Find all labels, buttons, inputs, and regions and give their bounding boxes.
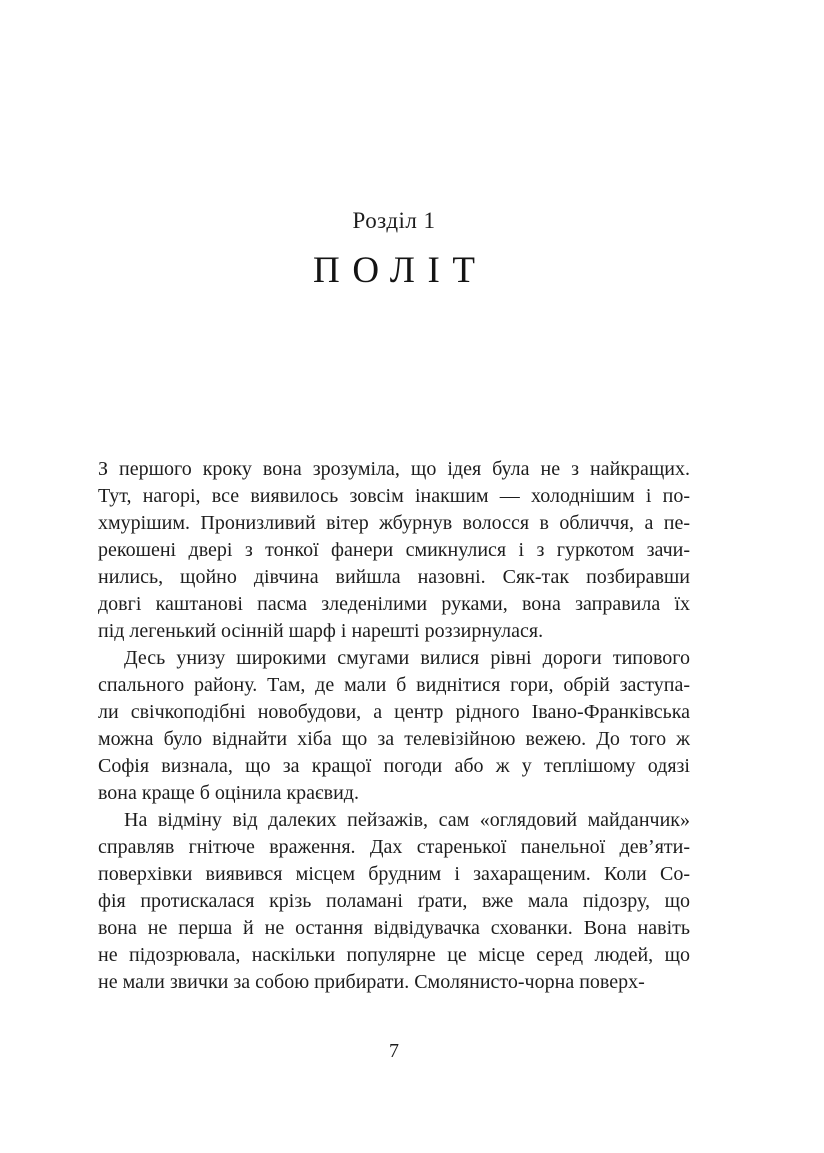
paragraph (98, 807, 690, 996)
body-text (98, 456, 690, 996)
text-line: ли свічкоподібні новобудови, а центр рідного Івано-Франківська (98, 701, 690, 723)
text-line: нились, щойно дівчина вийшла назовні. Сяк-так позбиравши (98, 566, 690, 588)
text-line: поверхівки виявився місцем брудним і захаращеним. Коли Со- (98, 863, 690, 885)
text-line: Десь унизу широкими смугами вилися рівні дороги типового (124, 647, 690, 669)
text-line: Софія визнала, що за кращої погоди або ж у теплішому одязі (98, 755, 690, 777)
page-number: 7 (389, 1040, 399, 1062)
text-line: довгі каштанові пасма зледенілими руками, вона заправила їх (98, 593, 690, 615)
chapter-title: ПОЛІТ (313, 250, 488, 291)
text-line: На відміну від далеких пейзажів, сам «оглядовий майданчик» (124, 809, 690, 831)
paragraph (98, 456, 690, 645)
text-line: справляв гнітюче враження. Дах старенької панельної дев’яти- (98, 836, 690, 858)
paragraph (98, 645, 690, 807)
text-line: не підозрювала, наскільки популярне це місце серед людей, що (98, 944, 690, 966)
text-line: вона краще б оцінила краєвид. (98, 782, 359, 804)
text-line: під легенький осінній шарф і нарешті роззирнулася. (98, 620, 544, 642)
text-line: фія протискалася крізь поламані ґрати, вже мала підозру, що (98, 890, 690, 912)
text-line: рекошені двері з тонкої фанери смикнулися і з гуркотом зачи- (98, 539, 690, 561)
text-line: можна було віднайти хіба що за телевізійною вежею. До того ж (98, 728, 690, 750)
text-line: вона не перша й не остання відвідувачка схованки. Вона навіть (98, 917, 690, 939)
text-line: Тут, нагорі, все виявилось зовсім інакшим — холоднішим і по- (98, 485, 690, 507)
text-line: спального району. Там, де мали б виднітися гори, обрій заступа- (98, 674, 690, 696)
text-line: не мали звички за собою прибирати. Смолянисто-чорна поверх- (98, 971, 645, 993)
text-line: З першого кроку вона зрозуміла, що ідея була не з найкращих. (98, 458, 690, 480)
text-line: хмурішим. Пронизливий вітер жбурнув волосся в обличчя, а пе- (98, 512, 690, 534)
chapter-label: Розділ 1 (352, 208, 436, 233)
